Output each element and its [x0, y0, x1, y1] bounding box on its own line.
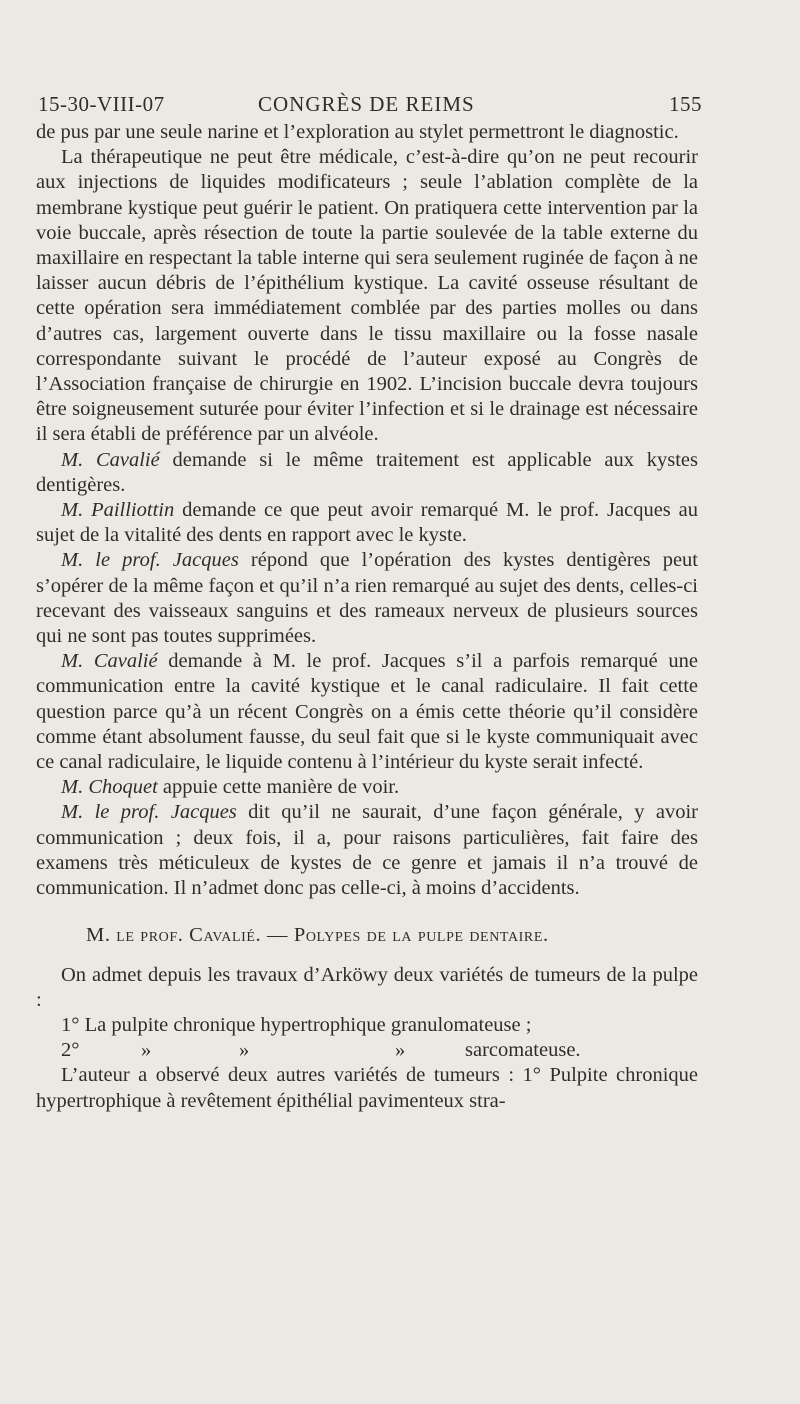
running-head [36, 92, 700, 120]
ditto-mark: » [239, 1039, 250, 1062]
list-item-number: 2° [61, 1039, 80, 1062]
speaker-name: M. Choquet [61, 776, 158, 799]
paragraph-therapy: La thérapeutique ne peut être médicale, c’est-à-dire qu’on ne peut recourir aux injections de liquides modificateurs ; seule l’ablation complète de la membrane kystique peut guérir le patient. On pratiquera cette intervention par la voie buccale, après résection de toute la partie soulevée de la table externe du maxillaire en respectant la table interne qui sera seulement ruginée de façon à ne laisser aucun débris de l’épithélium kystique. La cavité osseuse résultant de cette opération sera immédiatement comblée par des parties molles ou dans d’autres cas, largement ouverte dans le tissu maxillaire ou la fosse nasale correspondante suivant le procédé de l’auteur exposé au Congrès de l’Association française de chirurgie en 1902. L’incision buccale devra toujours être soigneusement suturée pour éviter l’infection et si le drainage est nécessaire il sera établi de préférence par un alvéole. [36, 146, 698, 446]
running-title: CONGRÈS DE REIMS [258, 92, 475, 116]
speech-text: dit qu’il ne saurait, d’une façon générale, y avoir communication ; deux fois, il a, pour raisons particulières, fait faire des examens très méticuleux de kystes de ce genre et jamais il n’a trouvé de communication. Il n’admet donc pas celle-ci, à moins d’accidents. [36, 801, 699, 900]
speaker-name: M. Pailliottin [61, 499, 175, 522]
speaker-name: M. le prof. Jacques [61, 549, 239, 572]
ditto-mark: » [141, 1039, 152, 1062]
paragraph-choquet [36, 775, 698, 800]
list-item-1: 1° La pulpite chronique hypertrophique granulomateuse ; [61, 1013, 532, 1036]
paragraph-jacques-answer [36, 548, 698, 649]
page-number: 155 [669, 92, 702, 116]
signature-mark: 15-30-VIII-07 [38, 92, 165, 116]
speech-text: demande à M. le prof. Jacques s’il a parfois remarqué une communication entre la cavité kystique et le canal radiculaire. Il fait cette question parce qu’à un récent Congrès on a émis cette théorie qu’il considère comme étant absolument fausse, du seul fait que si le kyste communiquait avec ce canal radiculaire, le liquide contenu à l’intérieur du kyste serait infecté. [36, 650, 698, 774]
list-item-2 [36, 1038, 698, 1063]
ditto-mark: » [395, 1039, 406, 1062]
speaker-name: M. le prof. Jacques [61, 801, 237, 824]
paragraph-jacques-reply [36, 800, 698, 901]
speech-text: demande ce que peut avoir remarqué M. le prof. Jacques au sujet de la vitalité des dents en rapport avec le kyste. [36, 499, 699, 547]
paragraph-cavalie-question [36, 448, 698, 498]
body-text [36, 120, 698, 1114]
section-heading [36, 923, 698, 948]
section-title: Polypes de la pulpe dentaire. [293, 924, 549, 947]
speech-text: répond que l’opération des kystes dentigères peut s’opérer de la même façon et qu’il n’a rien remarqué au sujet des dents, celles-ci recevant des vaisseaux sanguins et des rameaux nerveux de plusieurs sources qui ne sont pas toutes supprimées. [36, 549, 699, 648]
speaker-name: M. Cavalié [61, 448, 160, 471]
section-dash: — [261, 924, 294, 947]
list-item-term: sarcomateuse. [465, 1039, 581, 1062]
paragraph-section-intro: On admet depuis les travaux d’Arköwy deux variétés de tumeurs de la pulpe : [36, 963, 698, 1011]
speech-text: demande si le même traitement est applicable aux kystes dentigères. [36, 448, 698, 496]
speaker-name: M. Cavalié [61, 650, 158, 673]
paragraph-continuation: de pus par une seule narine et l’exploration au stylet permettront le diagnostic. [36, 121, 679, 143]
speech-text: appuie cette manière de voir. [157, 776, 400, 799]
paragraph-cavalie-communication [36, 649, 698, 775]
paragraph-pailliottin-question [36, 498, 698, 548]
paragraph-last: L’auteur a observé deux autres variétés de tumeurs : 1° Pulpite chronique hypertrophique à revêtement épithélial pavimenteux stra- [36, 1064, 698, 1112]
section-author: le prof. Cavalié. [116, 924, 262, 947]
section-author-prefix: M. [86, 924, 117, 947]
